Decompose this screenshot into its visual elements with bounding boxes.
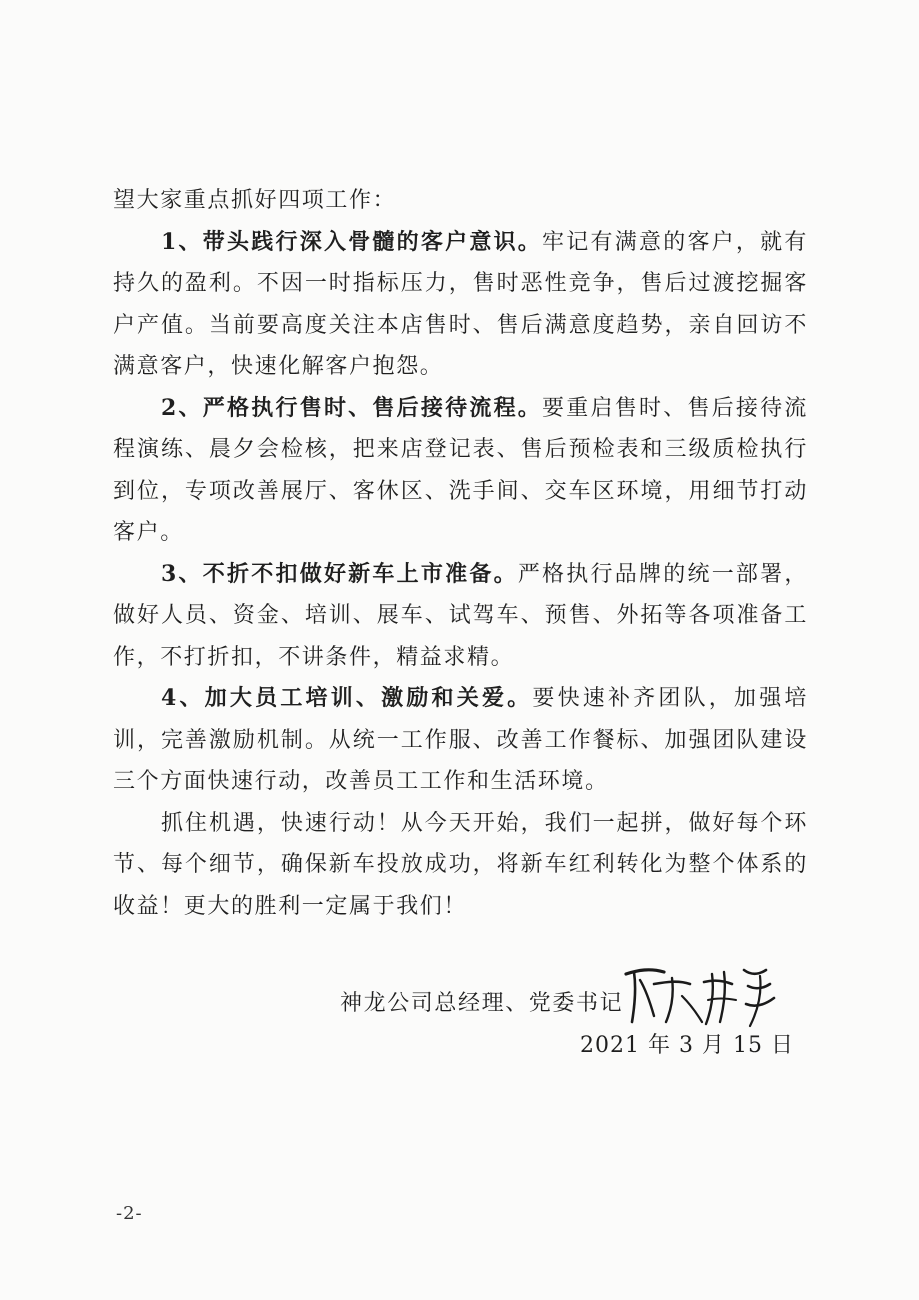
item-lead-2: 2、严格执行售时、售后接待流程。: [161, 394, 543, 421]
item-lead-4: 4、加大员工培训、激励和关爱。: [161, 685, 533, 711]
letter-date: 2021 年 3 月 15 日: [580, 1033, 794, 1058]
item-lead-3: 3、不折不扣做好新车上市准备。: [161, 560, 518, 587]
item-paragraph-2: [113, 388, 808, 554]
signature-block: [330, 960, 810, 1080]
item-text-1: 牢记有满意的客户，就有持久的盈利。不因一时指标压力，售时恶性竞争，售后过渡挖掘客户产值。当前要高度关注本店售时、售后满意度趋势，亲自回访不满意客户，快速化解客户抱怨。: [113, 229, 808, 379]
letter-body: [113, 180, 808, 927]
item-text-4: 要快速补齐团队，加强培训，完善激励机制。从统一工作服、改善工作餐标、加强团队建设三个方面快速行动，改善员工工作和生活环境。: [113, 686, 808, 794]
item-lead-1: 1、带头践行深入骨髓的客户意识。: [161, 228, 543, 255]
item-paragraph-4: [113, 678, 808, 803]
item-paragraph-3: [113, 554, 808, 679]
closing-paragraph: 抓住机遇，快速行动！从今天开始，我们一起拼，做好每个环节、每个细节，确保新车投放成功，将新车红利转化为整个体系的收益！更大的胜利一定属于我们！: [113, 810, 808, 919]
signatory-title: 神龙公司总经理、党委书记: [340, 991, 624, 1016]
handwritten-signature: [620, 960, 780, 1032]
page-number: -2-: [116, 1203, 143, 1224]
item-paragraph-1: [113, 222, 808, 388]
item-text-3: 严格执行品牌的统一部署，做好人员、资金、培训、展车、试驾车、预售、外拓等各项准备工作，不打折扣，不讲条件，精益求精。: [113, 561, 809, 670]
item-text-2: 要重启售时、售后接待流程演练、晨夕会检核，把来店登记表、售后预检表和三级质检执行到位，专项改善展厅、客休区、洗手间、交车区环境，用细节打动客户。: [113, 395, 808, 545]
intro-paragraph: 望大家重点抓好四项工作：: [113, 188, 397, 213]
